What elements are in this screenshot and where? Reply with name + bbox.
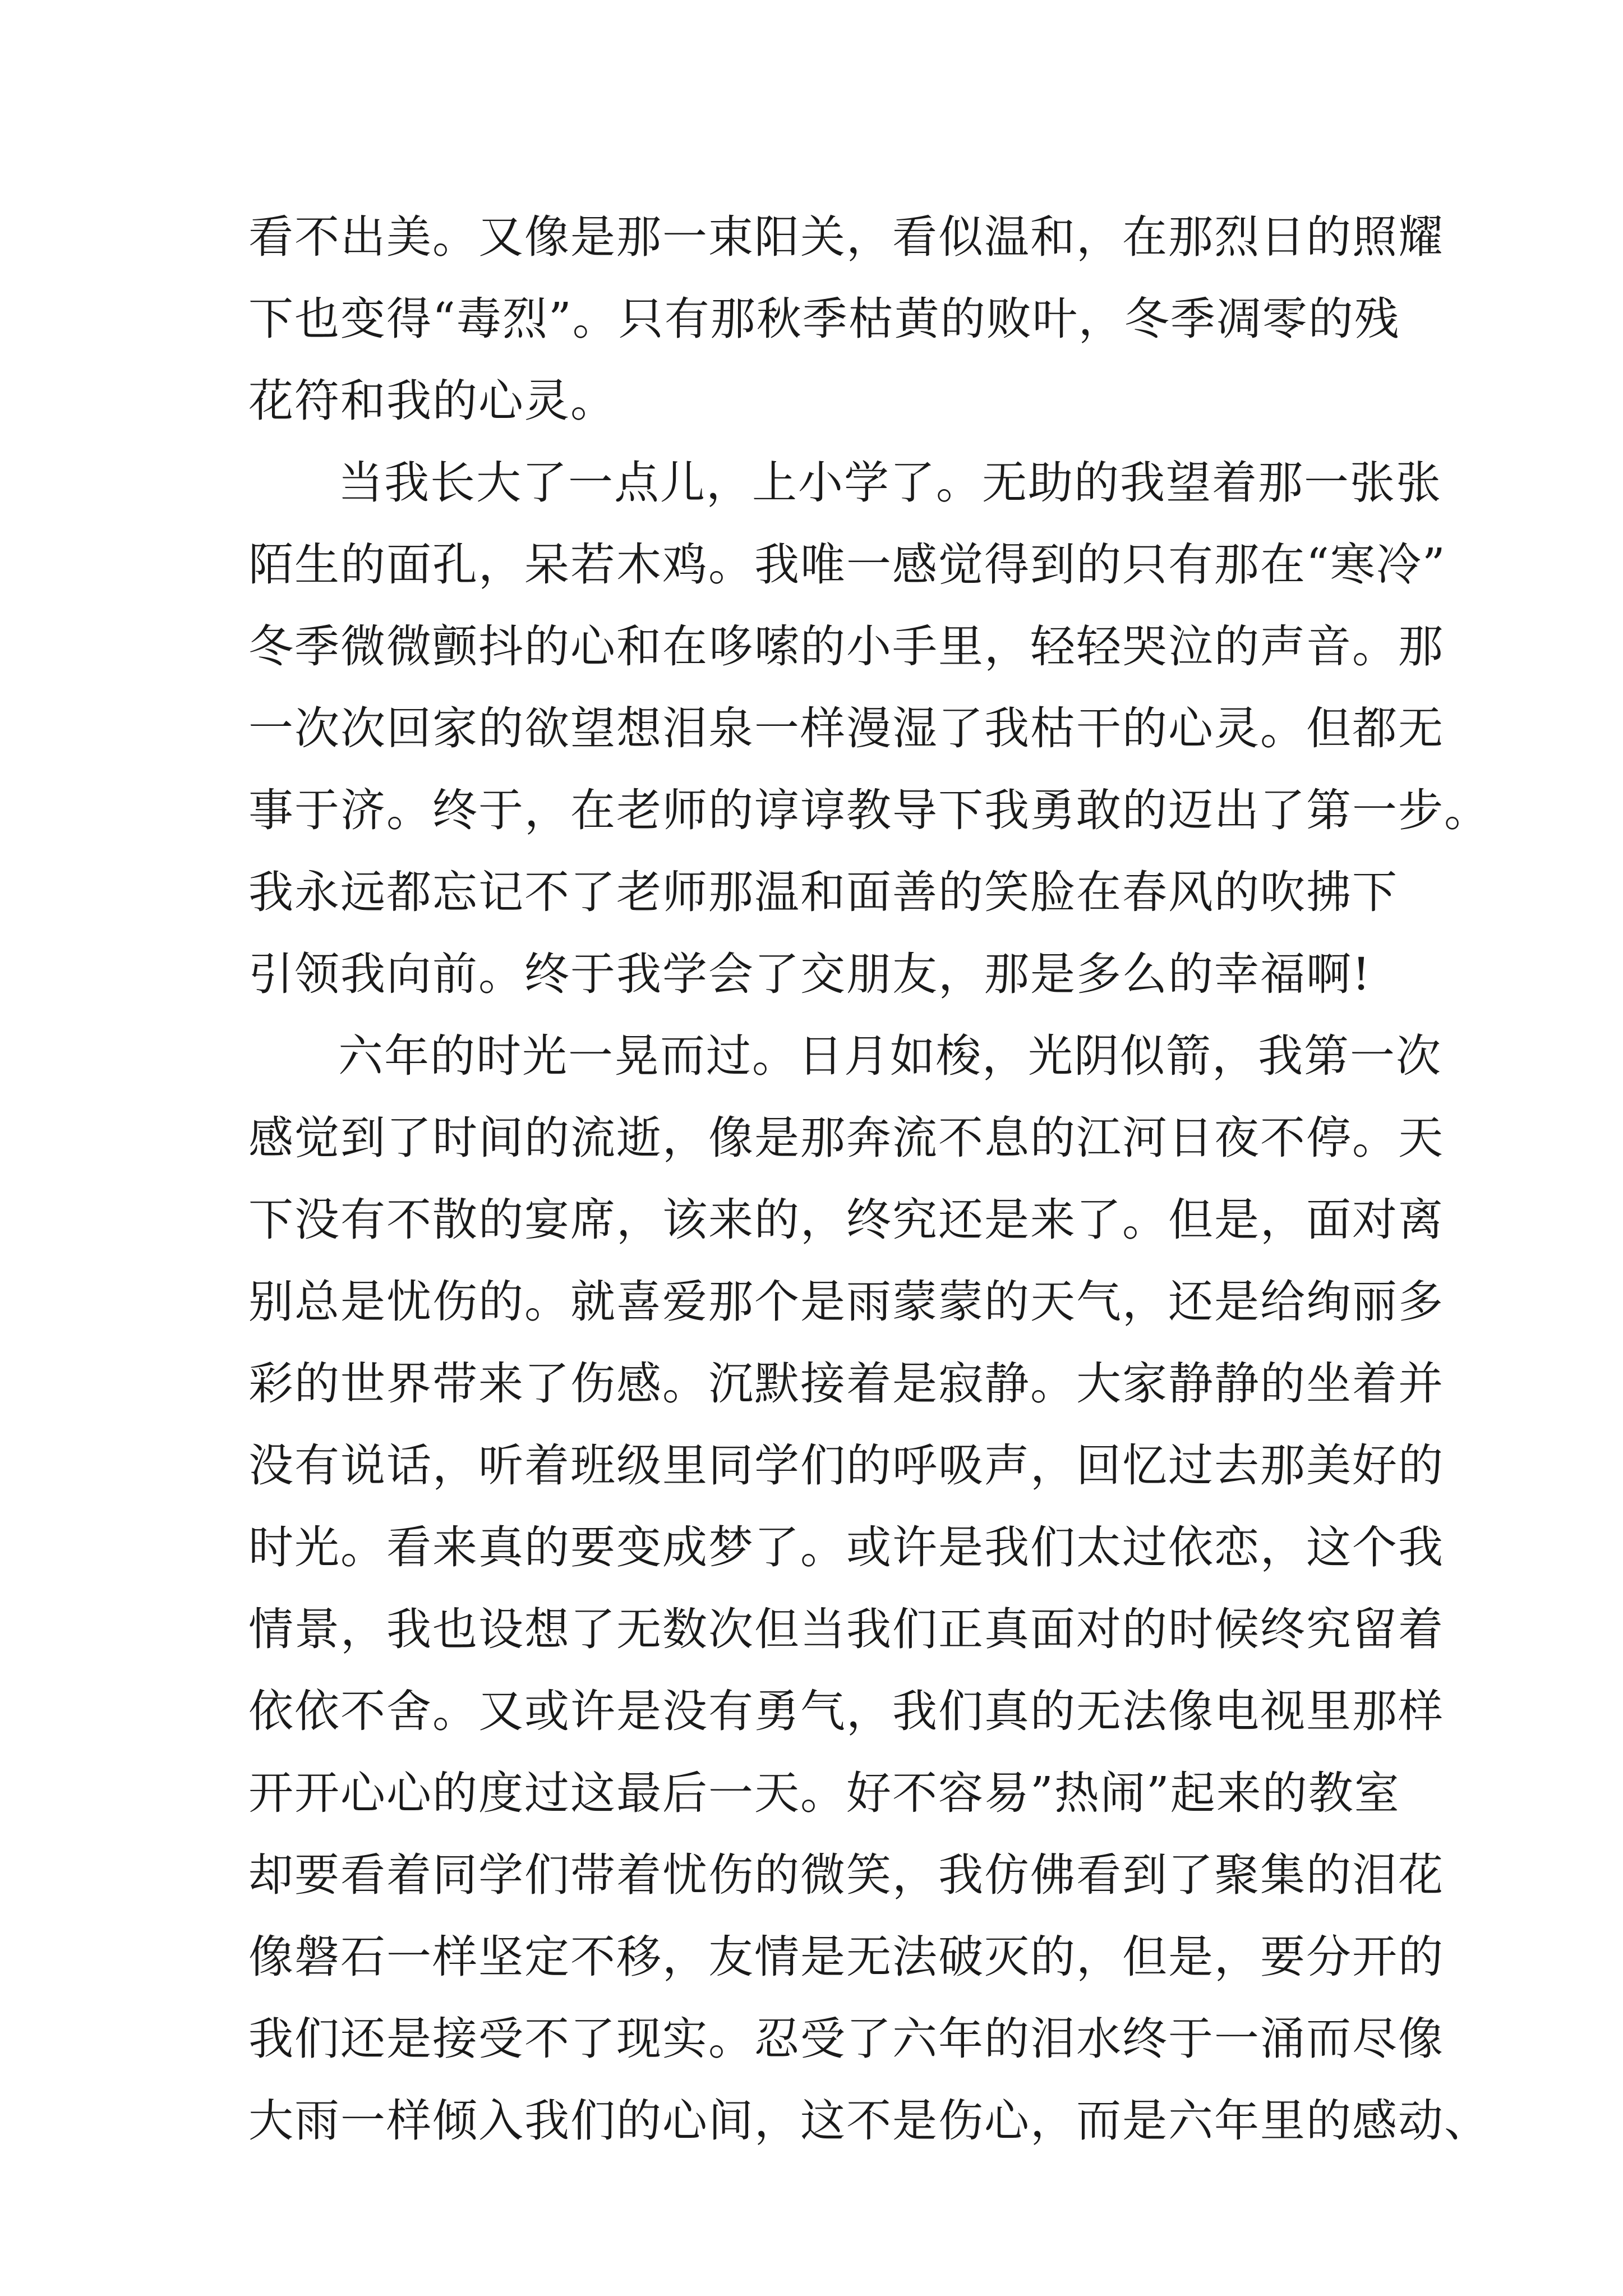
text-line: 我永远都忘记不了老师那温和面善的笑脸在春风的吹拂下 [248, 866, 1398, 918]
text-line: 开开心心的度过这最后一天。好不容易”热闹”起来的教室 [248, 1767, 1400, 1819]
text-line: 当我长大了一点儿，上小学了。无助的我望着那一张张 [338, 457, 1442, 509]
text-line: 花符和我的心灵。 [248, 375, 616, 427]
text-line: 没有说话，听着班级里同学们的呼吸声，回忆过去那美好的 [248, 1439, 1444, 1492]
text-line: 看不出美。又像是那一束阳关，看似温和，在那烈日的照耀 [248, 211, 1444, 263]
text-line: 却要看着同学们带着忧伤的微笑，我仿佛看到了聚集的泪花 [248, 1849, 1444, 1901]
text-line: 陌生的面孔，呆若木鸡。我唯一感觉得到的只有那在“寒冷” [248, 539, 1446, 591]
text-line: 情景，我也设想了无数次但当我们正真面对的时候终究留着 [248, 1603, 1444, 1655]
text-line: 像磐石一样坚定不移，友情是无法破灭的，但是，要分开的 [248, 1931, 1444, 1983]
text-line: 下也变得“毒烈”。只有那秋季枯黄的败叶，冬季凋零的残 [248, 293, 1400, 345]
text-line: 时光。看来真的要变成梦了。或许是我们太过依恋，这个我 [248, 1521, 1444, 1573]
text-line: 六年的时光一晃而过。日月如梭，光阴似箭，我第一次 [338, 1030, 1442, 1082]
text-line: 彩的世界带来了伤感。沉默接着是寂静。大家静静的坐着并 [248, 1358, 1444, 1410]
essay-body [248, 196, 1490, 2162]
text-line: 下没有不散的宴席，该来的，终究还是来了。但是，面对离 [248, 1194, 1444, 1246]
text-line: 大雨一样倾入我们的心间，这不是伤心，而是六年里的感动、 [248, 2095, 1490, 2147]
text-line: 一次次回家的欲望想泪泉一样漫湿了我枯干的心灵。但都无 [248, 702, 1444, 754]
text-line: 我们还是接受不了现实。忍受了六年的泪水终于一涌而尽像 [248, 2013, 1444, 2065]
text-line: 别总是忧伤的。就喜爱那个是雨蒙蒙的天气，还是给绚丽多 [248, 1276, 1444, 1328]
text-line: 引领我向前。终于我学会了交朋友，那是多么的幸福啊! [248, 948, 1372, 1000]
text-line: 感觉到了时间的流逝，像是那奔流不息的江河日夜不停。天 [248, 1112, 1444, 1164]
text-line: 依依不舍。又或许是没有勇气，我们真的无法像电视里那样 [248, 1685, 1444, 1737]
text-line: 事于济。终于，在老师的谆谆教导下我勇敢的迈出了第一步。 [248, 784, 1490, 836]
text-line: 冬季微微颤抖的心和在哆嗦的小手里，轻轻哭泣的声音。那 [248, 620, 1444, 673]
